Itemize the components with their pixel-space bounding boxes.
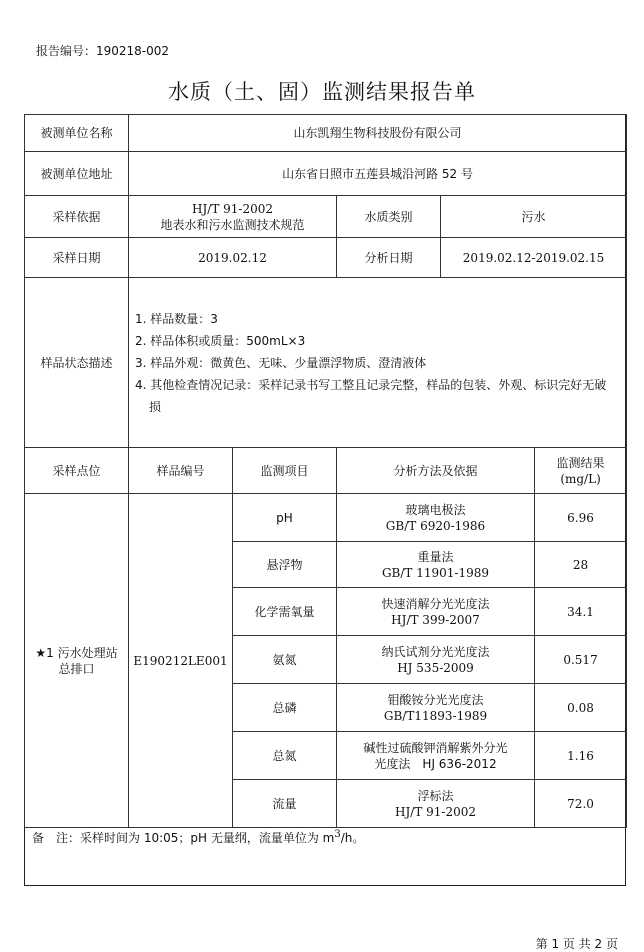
page-number: 第 1 页 共 2 页 [535,937,618,951]
status-item: 1. 样品数量：3 [135,311,218,326]
method-line2: 光度法 HJ 636-2012 [374,756,497,771]
date-row [25,238,627,278]
remarks [32,829,364,846]
result-cell: 34.1 [535,588,627,636]
method-cell [337,636,535,684]
method-line1: 重量法 [417,549,454,564]
result-cell: 1.16 [535,732,627,780]
method-cell [337,494,535,542]
address-value: 山东省日照市五莲县城沿河路 52 号 [129,152,627,196]
method-line1: 玻璃电极法 [405,502,466,517]
status-item: 3. 样品外观：微黄色、无味、少量漂浮物质、澄清液体 [135,355,427,370]
address-row [25,152,627,196]
method-line1: 纳氏试剂分光光度法 [381,644,490,659]
basis-value-line1: HJ/T 91-2002 [192,201,273,216]
sampling-point-line1: ★1 污水处理站 [35,645,118,660]
item-cell: 氨氮 [233,636,337,684]
status-item: 4. 其他检查情况记录：采样记录书写工整且记录完整，样品的包装、外观、标识完好无破 [135,377,607,392]
method-cell [337,542,535,588]
analysis-date-label: 分析日期 [337,238,441,278]
item-cell: 流量 [233,780,337,828]
method-line2: GB/T 11901-1989 [381,565,490,580]
method-line2: GB/T11893-1989 [383,708,488,723]
sampling-point-line2: 总排口 [58,661,95,676]
method-cell [337,684,535,732]
header-sample-no: 样品编号 [129,448,233,494]
sampling-point [25,494,129,828]
header-method: 分析方法及依据 [337,448,535,494]
method-line1: 碱性过硫酸钾消解紫外分光 [363,740,508,755]
remarks-text: 采样时间为 10:05；pH 无量纲，流量单位为 m [80,831,335,845]
item-cell: 总磷 [233,684,337,732]
address-label: 被测单位地址 [25,152,129,196]
method-line1: 浮标法 [417,788,454,803]
water-type-label: 水质类别 [337,196,441,238]
sampling-date-value: 2019.02.12 [129,238,337,278]
status-label: 样品状态描述 [25,278,129,448]
method-line2: HJ 535-2009 [397,660,474,675]
analysis-date-value: 2019.02.12-2019.02.15 [441,238,627,278]
page-title: 水质（土、固）监测结果报告单 [168,80,476,104]
item-cell: 悬浮物 [233,542,337,588]
status-item: 2. 样品体积或质量：500mL×3 [135,333,306,348]
status-row [25,278,627,448]
remarks-text-end: /h。 [340,831,365,845]
result-cell: 6.96 [535,494,627,542]
status-item-continuation: 损 [149,399,162,414]
result-cell: 72.0 [535,780,627,828]
header-sampling-point: 采样点位 [25,448,129,494]
sampling-date-label: 采样日期 [25,238,129,278]
basis-label: 采样依据 [25,196,129,238]
method-cell [337,732,535,780]
result-cell: 0.517 [535,636,627,684]
result-cell: 0.08 [535,684,627,732]
method-cell [337,588,535,636]
water-type-value: 污水 [441,196,627,238]
method-cell [337,780,535,828]
results-header-row [25,448,627,494]
basis-value-line2: 地表水和污水监测技术规范 [160,217,305,232]
report-table [24,114,627,828]
basis-value [129,196,337,238]
unit-row [25,115,627,152]
header-monitoring-item: 监测项目 [233,448,337,494]
header-result-line1: 监测结果 [556,455,605,470]
basis-row [25,196,627,238]
status-description [129,278,627,448]
header-result-line2: (mg/L) [560,471,601,486]
unit-value: 山东凯翔生物科技股份有限公司 [129,115,627,152]
method-line2: HJ/T 399-2007 [391,612,480,627]
unit-label: 被测单位名称 [25,115,129,152]
remarks-label: 备 注： [32,831,81,845]
item-cell: 化学需氧量 [233,588,337,636]
result-cell: 28 [535,542,627,588]
method-line1: 钼酸铵分光光度法 [387,692,484,707]
item-cell: 总氮 [233,732,337,780]
item-cell: pH [233,494,337,542]
method-line2: HJ/T 91-2002 [395,804,476,819]
sample-number: E190212LE001 [129,494,233,828]
table-row [25,494,627,542]
remarks-superscript: 3 [334,829,341,840]
method-line1: 快速消解分光光度法 [381,596,490,611]
header-result [535,448,627,494]
method-line2: GB/T 6920-1986 [385,518,486,533]
report-number: 报告编号：190218-002 [36,44,170,58]
